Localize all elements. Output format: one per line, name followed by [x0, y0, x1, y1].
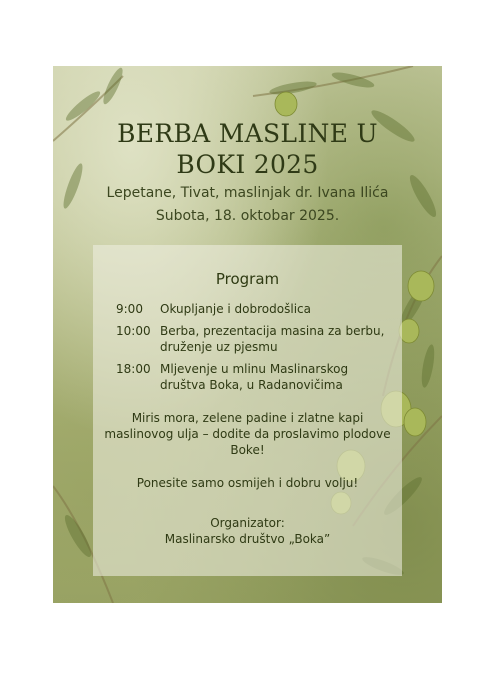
- program-item-time: 9:00: [116, 302, 143, 316]
- event-title-line-2: BOKI 2025: [176, 150, 319, 179]
- note-text: Ponesite samo osmijeh i dobru volju!: [136, 476, 359, 490]
- event-date: Subota, 18. oktobar 2025.: [155, 208, 340, 224]
- program-item-time: 18:00: [116, 362, 151, 376]
- program-card: [93, 245, 402, 576]
- event-title-line-1: BERBA MASLINE U: [117, 119, 378, 148]
- program-item-text: Mljevenje u mlinu Maslinarskog društva Boka, u Radanovičima: [160, 362, 349, 392]
- program-heading: Program: [215, 270, 280, 288]
- invitation-text: Miris mora, zelene padine i zlatne kapi maslinovog ulja – dodite da proslavimo plodove Boke!: [104, 411, 391, 457]
- poster: [53, 66, 442, 603]
- organizer-name: Maslinarsko društvo „Boka”: [164, 532, 331, 546]
- organizer-label: Organizator:: [210, 516, 285, 530]
- program-item-time: 10:00: [116, 324, 151, 338]
- program-item-text: Berba, prezentacija masina za berbu, druženje uz pjesmu: [160, 324, 385, 354]
- program-item-text: Okupljanje i dobrodošlica: [160, 302, 311, 316]
- event-location: Lepetane, Tivat, maslinjak dr. Ivana Ilića: [106, 185, 389, 201]
